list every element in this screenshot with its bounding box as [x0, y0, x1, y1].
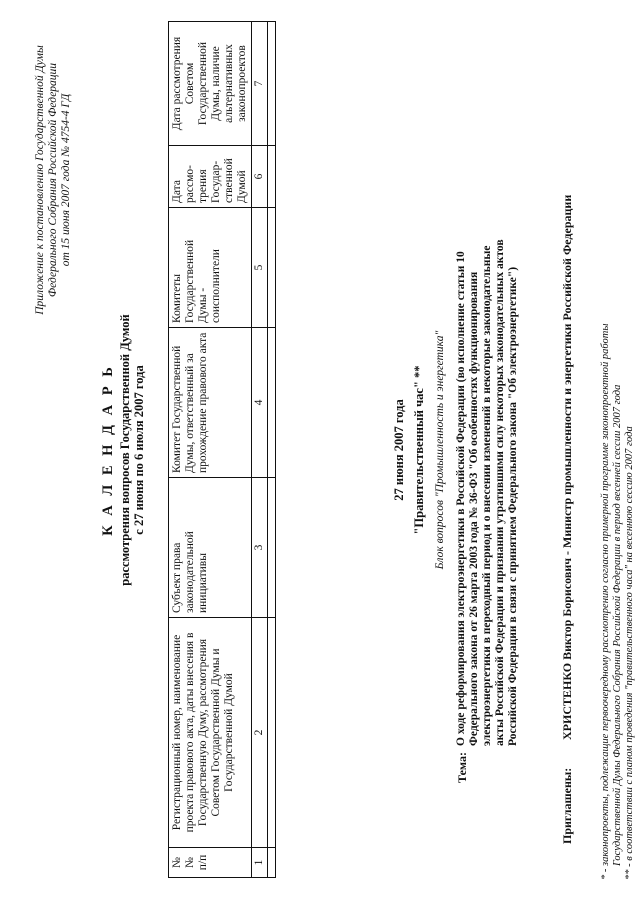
column-number: 1	[252, 848, 268, 878]
column-number: 4	[252, 328, 268, 478]
footnotes	[600, 20, 636, 880]
header-number: №№ п/п	[169, 848, 252, 878]
calendar-subtitle-line-1: рассмотрения вопросов Государственной Думой	[118, 314, 132, 586]
footnote-1-line-2: Государственной Думы Федерального Собрания Российской Федерации в период весенней сессии 2007 года	[612, 384, 623, 866]
header-initiative-subject: Субъект права законодательной инициативы	[169, 478, 252, 618]
calendar-table	[168, 21, 276, 878]
column-number: 6	[252, 146, 268, 208]
question-block-line	[434, 0, 446, 900]
block-prefix: Блок вопросов	[434, 500, 446, 570]
column-number: 5	[252, 208, 268, 328]
header-council-date: Дата рассмотрения Советом Государственной Думы, наличие альтернативных законопроектов	[169, 22, 252, 146]
column-number: 7	[252, 22, 268, 146]
empty-cell	[268, 328, 276, 478]
header-duma-date: Дата рассмо-трения Государ-ственной Думой	[169, 146, 252, 208]
topic-text: О ходе реформирования электроэнергетики в Российской Федерации (во исполнение статьи 10 Федерального закона от 26 марта 2003 года № 36-ФЗ "Об особенностях функционирования электроэнергетики в переходный период и о внесении изменений в некоторые законодательные акты Российской Федерации и признании утратившими силу некоторых законодательных актов Российской Федерации в связи с принятием Федерального закона "Об электроэнергетике")	[455, 239, 519, 746]
empty-cell	[268, 22, 276, 146]
empty-cell	[268, 848, 276, 878]
footnote-1-line-1: * - законопроекты, подлежащие первоочередному рассмотрению согласно примерной программе законопроектной работы	[600, 323, 611, 880]
date-heading: 27 июня 2007 года	[392, 399, 406, 501]
empty-cell	[268, 618, 276, 848]
empty-cell	[268, 478, 276, 618]
header-responsible-committee: Комитет Государственной Думы, ответственный за прохождение правового акта	[169, 328, 252, 478]
header-registration: Регистрационный номер, наименование проекта правового акта, даты внесения в Государственную Думу, рассмотрения Советом Государственной Думы и Государственной Думой	[169, 618, 252, 848]
column-number: 3	[252, 478, 268, 618]
invited-label: Приглашены:	[560, 767, 574, 844]
header-co-committees: Комитеты Государственной Думы - соисполнители	[169, 208, 252, 328]
empty-cell	[268, 146, 276, 208]
government-hour-heading: "Правительственный час" **	[412, 365, 426, 535]
block-name: "Промышленность и энергетика"	[434, 330, 446, 498]
column-number: 2	[252, 618, 268, 848]
table-empty-row	[268, 22, 276, 878]
table-column-numbers-row	[252, 22, 268, 878]
invited-text: ХРИСТЕНКО Виктор Борисович - Министр промышленности и энергетики Российской Федерации	[560, 194, 574, 740]
appendix-line-2: Федерального Собрания Российской Федерации	[47, 62, 59, 298]
table-header-row	[169, 22, 252, 878]
calendar-subtitle	[118, 0, 146, 900]
topic-label: Тема:	[455, 752, 469, 783]
calendar-subtitle-line-2: с 27 июня по 6 июля 2007 года	[132, 365, 146, 535]
appendix-note	[34, 15, 73, 345]
footnote-2: ** - в соответствии с планом проведения "правительственного часа" на весеннюю сессию 2007 года	[624, 426, 635, 880]
calendar-title: К А Л Е Н Д А Р Ь	[100, 364, 116, 536]
appendix-line-1: Приложение к постановлению Государственной Думы	[34, 45, 46, 315]
empty-cell	[268, 208, 276, 328]
appendix-line-3: от 15 июня 2007 года № 4754-4 ГД	[60, 93, 72, 267]
